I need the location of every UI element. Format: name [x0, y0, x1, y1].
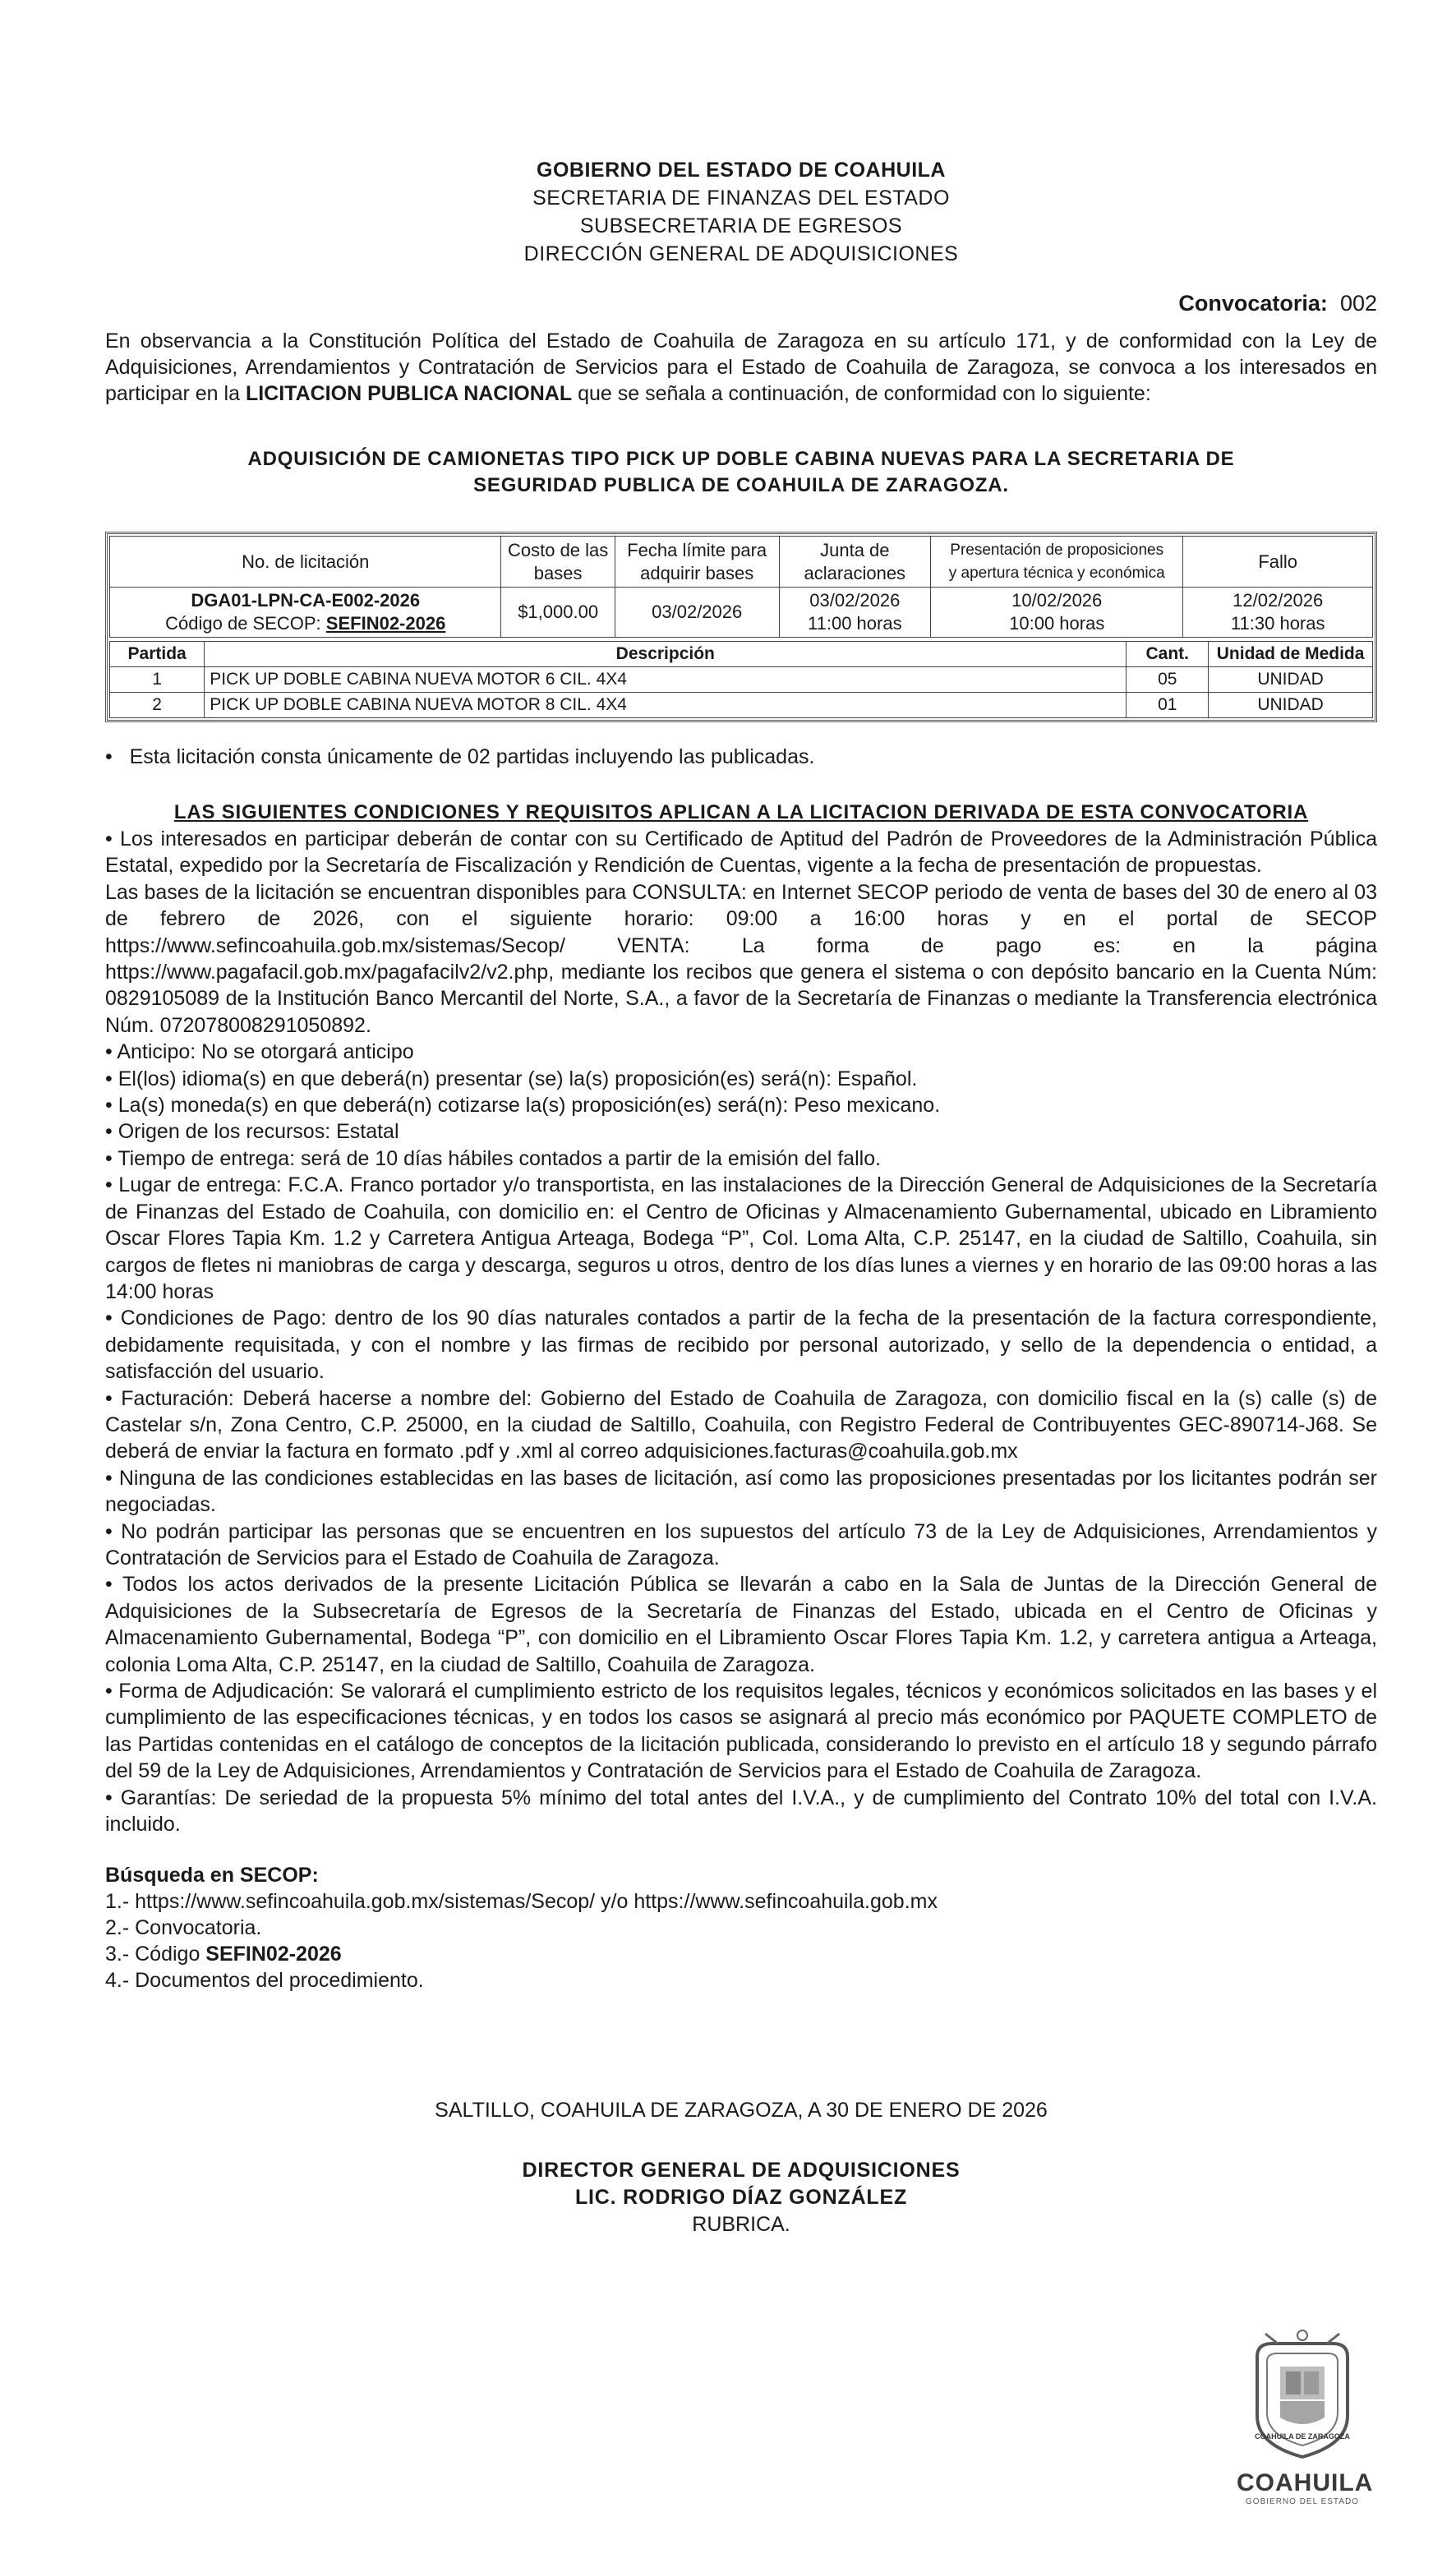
table-header-row — [110, 537, 1373, 588]
logo-text: COAHUILA — [1237, 2469, 1374, 2496]
condition-item: • Todos los actos derivados de la presente Licitación Pública se llevarán a cabo en la Sala de Juntas de la Dirección General de Adquisiciones de la Subsecretaría de Egresos de la Secretaría de Finanzas del Estado, ubicada en el Centro de Oficinas y Almacenamiento Gubernamental, Bodega “P”, con domicilio en el Libramiento Oscar Flores Tapia Km. 1.2, y carretera antigua a Arteaga, colonia Loma Alta, C.P. 25147, en la ciudad de Saltillo, Coahuila de Zaragoza. — [105, 1573, 1377, 1676]
condition-item: • Los interesados en participar deberán de contar con su Certificado de Aptitud del Padrón de Proveedores de la Administración Pública Estatal, expedido por la Secretaría de Fiscalización y Rendición de Cuentas, vigente a la fecha de presentación de propuestas. — [105, 827, 1377, 878]
intro-text-start: En observancia a la Constitución Política del Estado de Coahuila de Zaragoza en su artículo 171, y de conformidad con la Ley de Adquisiciones, Arrendamientos y Contratación de Servicios para el Estado de Coahuila de Zaragoza, se convoca a los interesados en participar en la — [105, 330, 1377, 405]
secop-search-section — [105, 1862, 1377, 1994]
table-row — [110, 693, 1373, 718]
col-presentacion: Presentación de proposiciones y apertura técnica y económica — [931, 537, 1183, 588]
condition-item: • Lugar de entrega: F.C.A. Franco portador y/o transportista, en las instalaciones de la Dirección General de Adquisiciones de la Secretaría de Finanzas del Estado de Coahuila, con domicilio en: el Centro de Oficinas y Almacenamiento Gubernamental, ubicado en Libramiento Oscar Flores Tapia Km. 1.2 y Carretera Antigua Arteaga, Bodega “P”, Col. Loma Alta, C.P. 25147, en la ciudad de Saltillo, Coahuila, sin cargos de fletes ni maniobras de carga y descarga, seguros u otros, dentro de los días lunes a viernes y en horario de las 09:00 horas a las 14:00 horas — [105, 1173, 1377, 1303]
seal-text: COAHUILA DE ZARAGOZA — [1255, 2432, 1350, 2441]
condition-item: • Ninguna de las condiciones establecidas en las bases de licitación, así como las proposiciones presentadas por los licitantes podrán ser negociadas. — [105, 1466, 1377, 1517]
cell-junta: 03/02/2026 11:00 horas — [779, 588, 930, 638]
condition-item: • Facturación: Deberá hacerse a nombre del: Gobierno del Estado de Coahuila de Zaragoza, con domicilio fiscal en la (s) calle (s) de Castelar s/n, Zona Centro, C.P. 25000, en la ciudad de Saltillo, Coahuila, con Registro Federal de Contribuyentes GEC-890714-J68. Se deberá de enviar la factura en formato .pdf y .xml al correo adquisiciones.facturas@coahuila.gob.mx — [105, 1386, 1377, 1463]
secop-label: Código de SECOP: — [165, 613, 326, 634]
col-cant: Cant. — [1127, 642, 1209, 667]
condition-item: • Forma de Adjudicación: Se valorará el cumplimiento estricto de los requisitos legales, técnicos y económicos solicitados en las bases y el cumplimiento de las especificaciones técnicas, y en todos los casos se asignará al precio más económico por PAQUETE COMPLETO de las Partidas contenidas en el catálogo de conceptos de la licitación publicada, considerando lo previsto en el artículo 18 y segundo párrafo del 59 de la Ley de Adquisiciones, Arrendamientos y Contratación de Servicios para el Estado de Coahuila de Zaragoza. — [105, 1680, 1377, 1783]
secop-code: SEFIN02-2026 — [325, 613, 446, 634]
tender-number: DGA01-LPN-CA-E002-2026 — [191, 590, 421, 611]
coat-of-arms-icon — [1241, 2325, 1364, 2465]
condition-item: • Condiciones de Pago: dentro de los 90 días naturales contados a partir de la fecha de la presentación de la factura correspondiente, debidamente requisitada, y con el nombre y las firmas de recibido por personal autorizado, y sello de la dependencia o entidad, a satisfacción del usuario. — [105, 1307, 1377, 1384]
title-line-1: ADQUISICIÓN DE CAMIONETAS TIPO PICK UP DOBLE CABINA NUEVAS PARA LA SECRETARIA DE — [247, 448, 1235, 470]
conditions-title: LAS SIGUIENTES CONDICIONES Y REQUISITOS APLICAN A LA LICITACION DERIVADA DE ESTA CONVOCATORIA — [173, 801, 1309, 823]
condition-item: • Anticipo: No se otorgará anticipo — [105, 1040, 414, 1064]
search-step: 4.- Documentos del procedimiento. — [105, 1969, 424, 1993]
secretariat-name: SECRETARIA DE FINANZAS DEL ESTADO — [532, 187, 950, 210]
search-code: SEFIN02-2026 — [205, 1943, 342, 1966]
cell-licitacion — [110, 588, 501, 638]
items-table — [109, 641, 1373, 718]
search-step: 3.- Código SEFIN02-2026 — [105, 1943, 342, 1966]
signature-note: RUBRICA. — [692, 2213, 790, 2237]
table-row — [110, 667, 1373, 693]
conditions-list — [105, 826, 1377, 1837]
convocatoria-value: 002 — [1339, 291, 1377, 316]
convocatoria-number — [105, 291, 1377, 316]
cell-costo: $1,000.00 — [501, 588, 615, 638]
intro-paragraph — [105, 328, 1377, 407]
cell-unidad: UNIDAD — [1209, 693, 1373, 718]
cell-partida: 2 — [110, 693, 205, 718]
government-name: GOBIERNO DEL ESTADO DE COAHUILA — [537, 159, 946, 182]
table-row — [110, 588, 1373, 638]
coahuila-logo — [1237, 2325, 1374, 2506]
signature-block — [105, 2157, 1377, 2238]
search-step: 1.- https://www.sefincoahuila.gob.mx/sistemas/Secop/ y/o https://www.sefincoahuila.gob.mx — [105, 1890, 938, 1914]
cell-fallo: 12/02/2026 11:30 horas — [1183, 588, 1373, 638]
condition-item: • Tiempo de entrega: será de 10 días hábiles contados a partir de la emisión del fallo. — [105, 1146, 882, 1170]
cell-descripcion: PICK UP DOBLE CABINA NUEVA MOTOR 8 CIL. 4X4 — [205, 693, 1127, 718]
condition-item: • Origen de los recursos: Estatal — [105, 1120, 399, 1144]
col-fecha-limite: Fecha límite para adquirir bases — [615, 537, 779, 588]
signer-name: LIC. RODRIGO DÍAZ GONZÁLEZ — [574, 2186, 908, 2210]
cell-fecha-limite: 03/02/2026 — [615, 588, 779, 638]
col-costo: Costo de las bases — [501, 537, 615, 588]
col-licitacion: No. de licitación — [110, 537, 501, 588]
document-page — [105, 156, 1377, 2238]
condition-item: Las bases de la licitación se encuentran disponibles para CONSULTA: en Internet SECOP periodo de venta de bases del 30 de enero al 03 de febrero de 2026, con el siguiente horario: 09:00 a 16:00 horas y en el portal de SECOP https://www.sefincoahuila.gob.mx/sistemas/Secop/ VENTA: La forma de pago es: en la página https://www.pagafacil.gob.mx/pagafacilv2/v2.php, mediante los recibos que genera el sistema o con depósito bancario en la Cuenta Núm: 0829105089 de la Institución Banco Mercantil del Norte, S.A., a favor de la Secretaría de Finanzas o mediante la Transferencia electrónica Núm. 072078008291050892. — [105, 880, 1377, 1037]
condition-item: • Garantías: De seriedad de la propuesta 5% mínimo del total antes del I.V.A., y de cumplimiento del Contrato 10% del total con I.V.A. incluido. — [105, 1786, 1377, 1837]
cell-presentacion: 10/02/2026 10:00 horas — [931, 588, 1183, 638]
tender-tables — [105, 532, 1377, 722]
document-header — [105, 156, 1377, 268]
col-fallo: Fallo — [1183, 537, 1373, 588]
condition-item: • No podrán participar las personas que se encuentren en los supuestos del artículo 73 de la Ley de Adquisiciones, Arrendamientos y Contratación de Servicios para el Estado de Coahuila de Zaragoza. — [105, 1519, 1377, 1569]
footer-place-date: SALTILLO, COAHUILA DE ZARAGOZA, A 30 DE ENERO DE 2026 — [435, 2099, 1048, 2123]
cell-partida: 1 — [110, 667, 205, 693]
subsecretariat-name: SUBSECRETARIA DE EGRESOS — [579, 214, 903, 237]
col-junta: Junta de aclaraciones — [779, 537, 930, 588]
note-text: Esta licitación consta únicamente de 02 partidas incluyendo las publicadas. — [129, 745, 815, 768]
partidas-note: • Esta licitación consta únicamente de 02 partidas incluyendo las publicadas. — [105, 745, 815, 768]
search-title: Búsqueda en SECOP: — [105, 1864, 319, 1888]
col-unidad: Unidad de Medida — [1209, 642, 1373, 667]
items-header-row — [110, 642, 1373, 667]
convocatoria-label: Convocatoria: — [1178, 291, 1328, 316]
condition-item: • La(s) moneda(s) en que deberá(n) cotizarse la(s) proposición(es) será(n): Peso mexicano. — [105, 1094, 941, 1118]
signer-position: DIRECTOR GENERAL DE ADQUISICIONES — [522, 2159, 961, 2183]
condition-item: • El(los) idioma(s) en que deberá(n) presentar (se) la(s) proposición(es) será(n): Español. — [105, 1067, 918, 1090]
intro-bold: LICITACION PUBLICA NACIONAL — [245, 382, 573, 405]
cell-unidad: UNIDAD — [1209, 667, 1373, 693]
procurement-title — [105, 446, 1377, 499]
logo-subtitle: GOBIERNO DEL ESTADO — [1246, 2497, 1359, 2506]
cell-descripcion: PICK UP DOBLE CABINA NUEVA MOTOR 6 CIL. 4X4 — [205, 667, 1127, 693]
search-step: 2.- Convocatoria. — [105, 1916, 262, 1940]
col-descripcion: Descripción — [205, 642, 1127, 667]
cell-cant: 01 — [1127, 693, 1209, 718]
directorate-name: DIRECCIÓN GENERAL DE ADQUISICIONES — [523, 242, 959, 265]
col-partida: Partida — [110, 642, 205, 667]
tender-schedule-table — [109, 536, 1373, 638]
cell-cant: 05 — [1127, 667, 1209, 693]
intro-text-end: que se señala a continuación, de conformidad con lo siguiente: — [572, 382, 1151, 405]
title-line-2: SEGURIDAD PUBLICA DE COAHUILA DE ZARAGOZA. — [473, 474, 1009, 496]
